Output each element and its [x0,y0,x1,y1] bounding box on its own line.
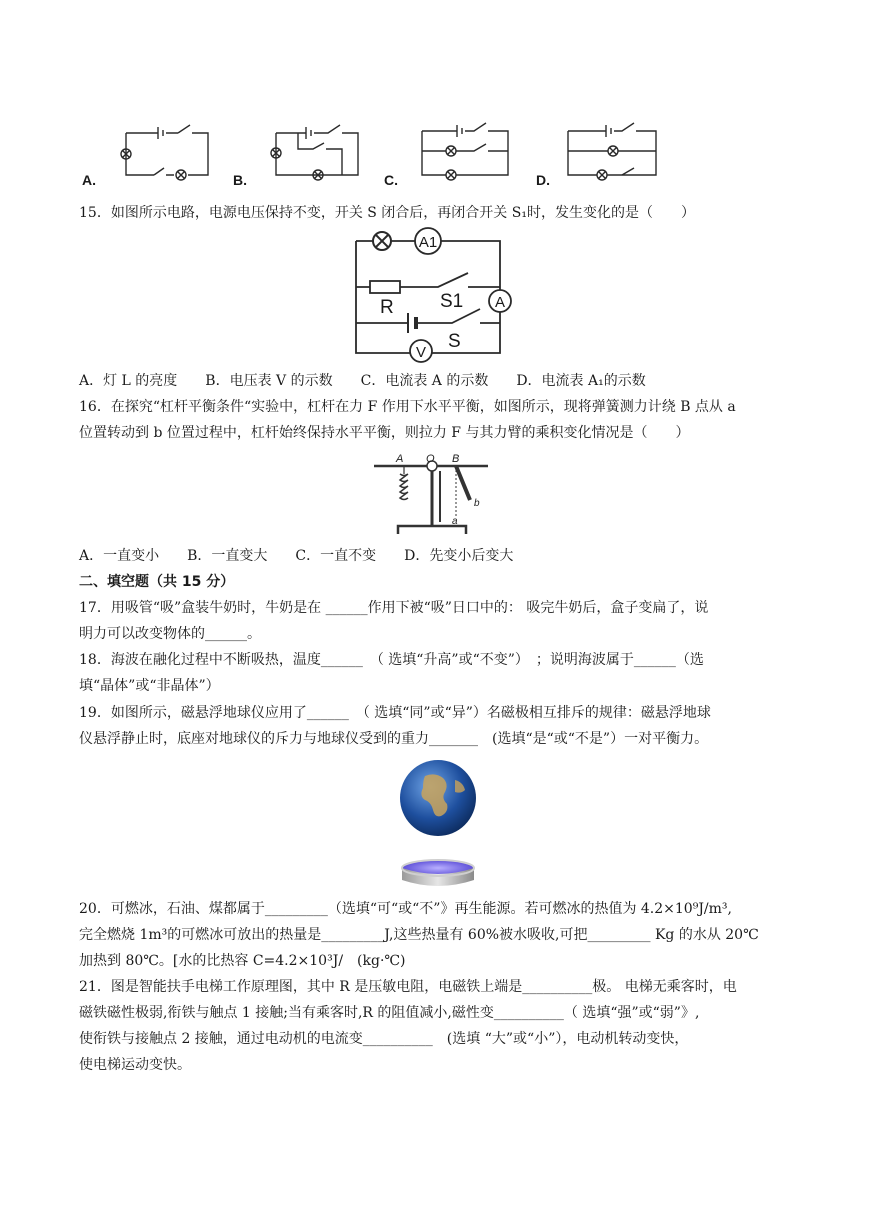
lamp-icon [373,232,391,250]
ammeter-a1-icon [415,228,441,254]
q14-option-a-label: A. [82,172,96,188]
q14-option-c-label: C. [384,172,398,188]
position-b-label: b [474,498,480,509]
q21-line2: 磁铁磁性极弱,衔铁与触点 1 接触;当有乘客时,R 的阻值减小,磁性变__________（ 选填“强”或“弱”》, [79,1005,700,1021]
q14-circuit-c [412,113,517,183]
q18-line2: 填“晶体”或“非晶体”） [79,678,220,694]
ammeter-a-label: A [494,294,506,311]
battery-icon [408,313,416,333]
q15-stem: 15．如图所示电路，电源电压保持不变，开关 S 闭合后，再闭合开关 S₁时，发生变化的是（ ） [79,205,695,221]
q14-circuit-d [560,113,665,183]
lever-point-a-label: A [396,453,404,465]
q15-circuit-diagram [350,225,522,363]
q16-stem-line1: 16．在探究“杠杆平衡条件“实验中，杠杆在力 F 作用下水平平衡，如图所示，现将弹簧测力计绕 B 点从 a [79,399,736,415]
position-a-label: a [452,516,458,527]
ammeter-a1-label: A1 [418,234,438,251]
q17-line1: 17．用吸管“吸”盒装牛奶时，牛奶是在 ______作用下被“吸”日口中的： 吸完牛奶后，盒子变扁了，说 [79,600,709,616]
voltmeter-v-label: V [415,344,427,361]
q19-line1: 19．如图所示，磁悬浮地球仪应用了______ （ 选填“同”或“异”）名磁极相互排斥的规律：磁悬浮地球 [79,705,711,721]
circuit-a-diagram [108,113,213,183]
maglev-globe-image [385,758,491,890]
q14-circuit-b [258,113,363,183]
q18-line1: 18．海波在融化过程中不断吸热，温度______ （ 选填“升高”或“不变”） ；说明海波属于______（选 [79,652,704,668]
q14-circuit-a [108,113,213,183]
q17-line2: 明力可以改变物体的______。 [79,626,261,642]
switch-s-label: S [448,331,461,352]
q21-line3: 使衔铁与接触点 2 接触，通过电动机的电流变__________ (选填 “大”或“小”），电动机转动变快， [79,1031,689,1047]
q19-line2: 仪悬浮静止时，底座对地球仪的斥力与地球仪受到的重力_______ (选填“是“或“不是”）一对平衡力。 [79,731,709,747]
circuit-d-diagram [560,113,665,183]
q20-line3: 加热到 80℃。[水的比热容 C=4.2×10³J/ (kg·℃) [79,953,406,969]
lever-point-b-label: B [452,453,460,465]
q20-line1: 20．可燃冰，石油、煤都属于_________（选填“可“或“不”》再生能源。若可燃冰的热值为 4.2×10⁹J/m³, [79,901,732,917]
q14-option-b-label: B. [233,172,247,188]
circuit-b-diagram [258,113,363,183]
q14-option-d-label: D. [536,172,550,188]
resistor-r-icon [370,281,400,293]
section-2-heading: 二、填空题（共 15 分） [79,574,235,590]
q20-line2: 完全燃烧 1m³的可燃冰可放出的热量是_________J,这些热量有 60%被水吸收,可把_________ Kg 的水从 20℃ [79,927,759,943]
q21-line1: 21．图是智能扶手电梯工作原理图，其中 R 是压敏电阻，电磁铁上端是__________极。 电梯无乘客时，电 [79,979,737,995]
lever-point-o-label: O [426,453,435,465]
q21-line4: 使电梯运动变快。 [79,1057,191,1073]
q16-stem-line2: 位置转动到 b 位置过程中，杠杆始终保持水平平衡，则拉力 F 与其力臂的乘积变化情况是（ ） [79,425,690,441]
ammeter-a-icon [489,290,511,312]
q16-options: A．一直变小 B．一直变大 C．一直不变 D．先变小后变大 [79,548,514,564]
voltmeter-v-icon [410,340,432,362]
q15-circuit-figure [350,225,522,363]
switch-s1-label: S1 [440,291,464,312]
resistor-r-label: R [380,297,394,318]
q16-lever-figure [370,450,492,538]
lever-diagram [370,450,492,538]
q15-options: A．灯 L 的亮度 B．电压表 V 的示数 C．电流表 A 的示数 D．电流表 A₁的示数 [79,373,646,389]
maglev-globe-figure [385,758,491,890]
circuit-c-diagram [412,113,517,183]
